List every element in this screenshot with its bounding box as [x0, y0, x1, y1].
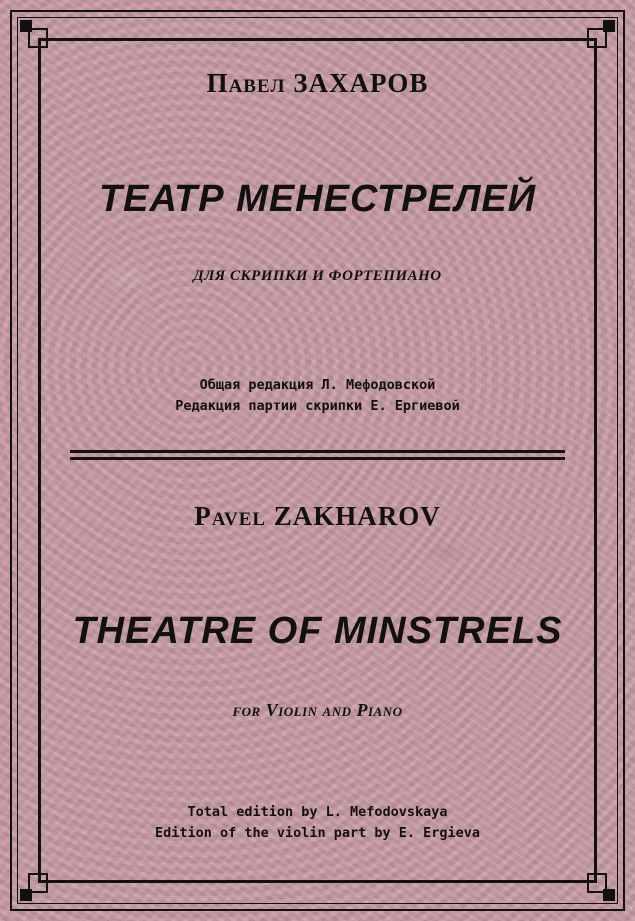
editor-line-1-ru: Общая редакция Л. Мефодовской — [199, 377, 436, 393]
editor-line-2-en: Edition of the violin part by E. Ergieva — [154, 825, 481, 841]
corner-box-bottom-left — [28, 873, 48, 893]
inner-border-frame — [17, 17, 618, 904]
divider-rule-top — [70, 450, 565, 453]
title-en: THEATRE OF MINSTRELS — [72, 610, 563, 652]
divider-rule-bottom — [70, 457, 565, 460]
corner-box-top-right — [587, 28, 607, 48]
outer-border-frame — [10, 10, 625, 911]
editor-line-2-ru: Редакция партии скрипки Е. Ергиевой — [175, 398, 460, 414]
corner-box-bottom-right — [587, 873, 607, 893]
main-border-frame — [38, 38, 597, 883]
editor-line-1-en: Total edition by L. Mefodovskaya — [187, 804, 448, 820]
subtitle-ru: ДЛЯ СКРИПКИ И ФОРТЕПИАНО — [193, 268, 442, 284]
corner-box-top-left — [28, 28, 48, 48]
subtitle-en: for Violin and Piano — [232, 700, 403, 720]
title-ru: ТЕАТР МЕНЕСТРЕЛЕЙ — [98, 178, 537, 220]
author-name-ru: Павел ЗАХАРОВ — [206, 68, 429, 98]
author-name-en: Pavel ZAKHAROV — [194, 501, 441, 531]
